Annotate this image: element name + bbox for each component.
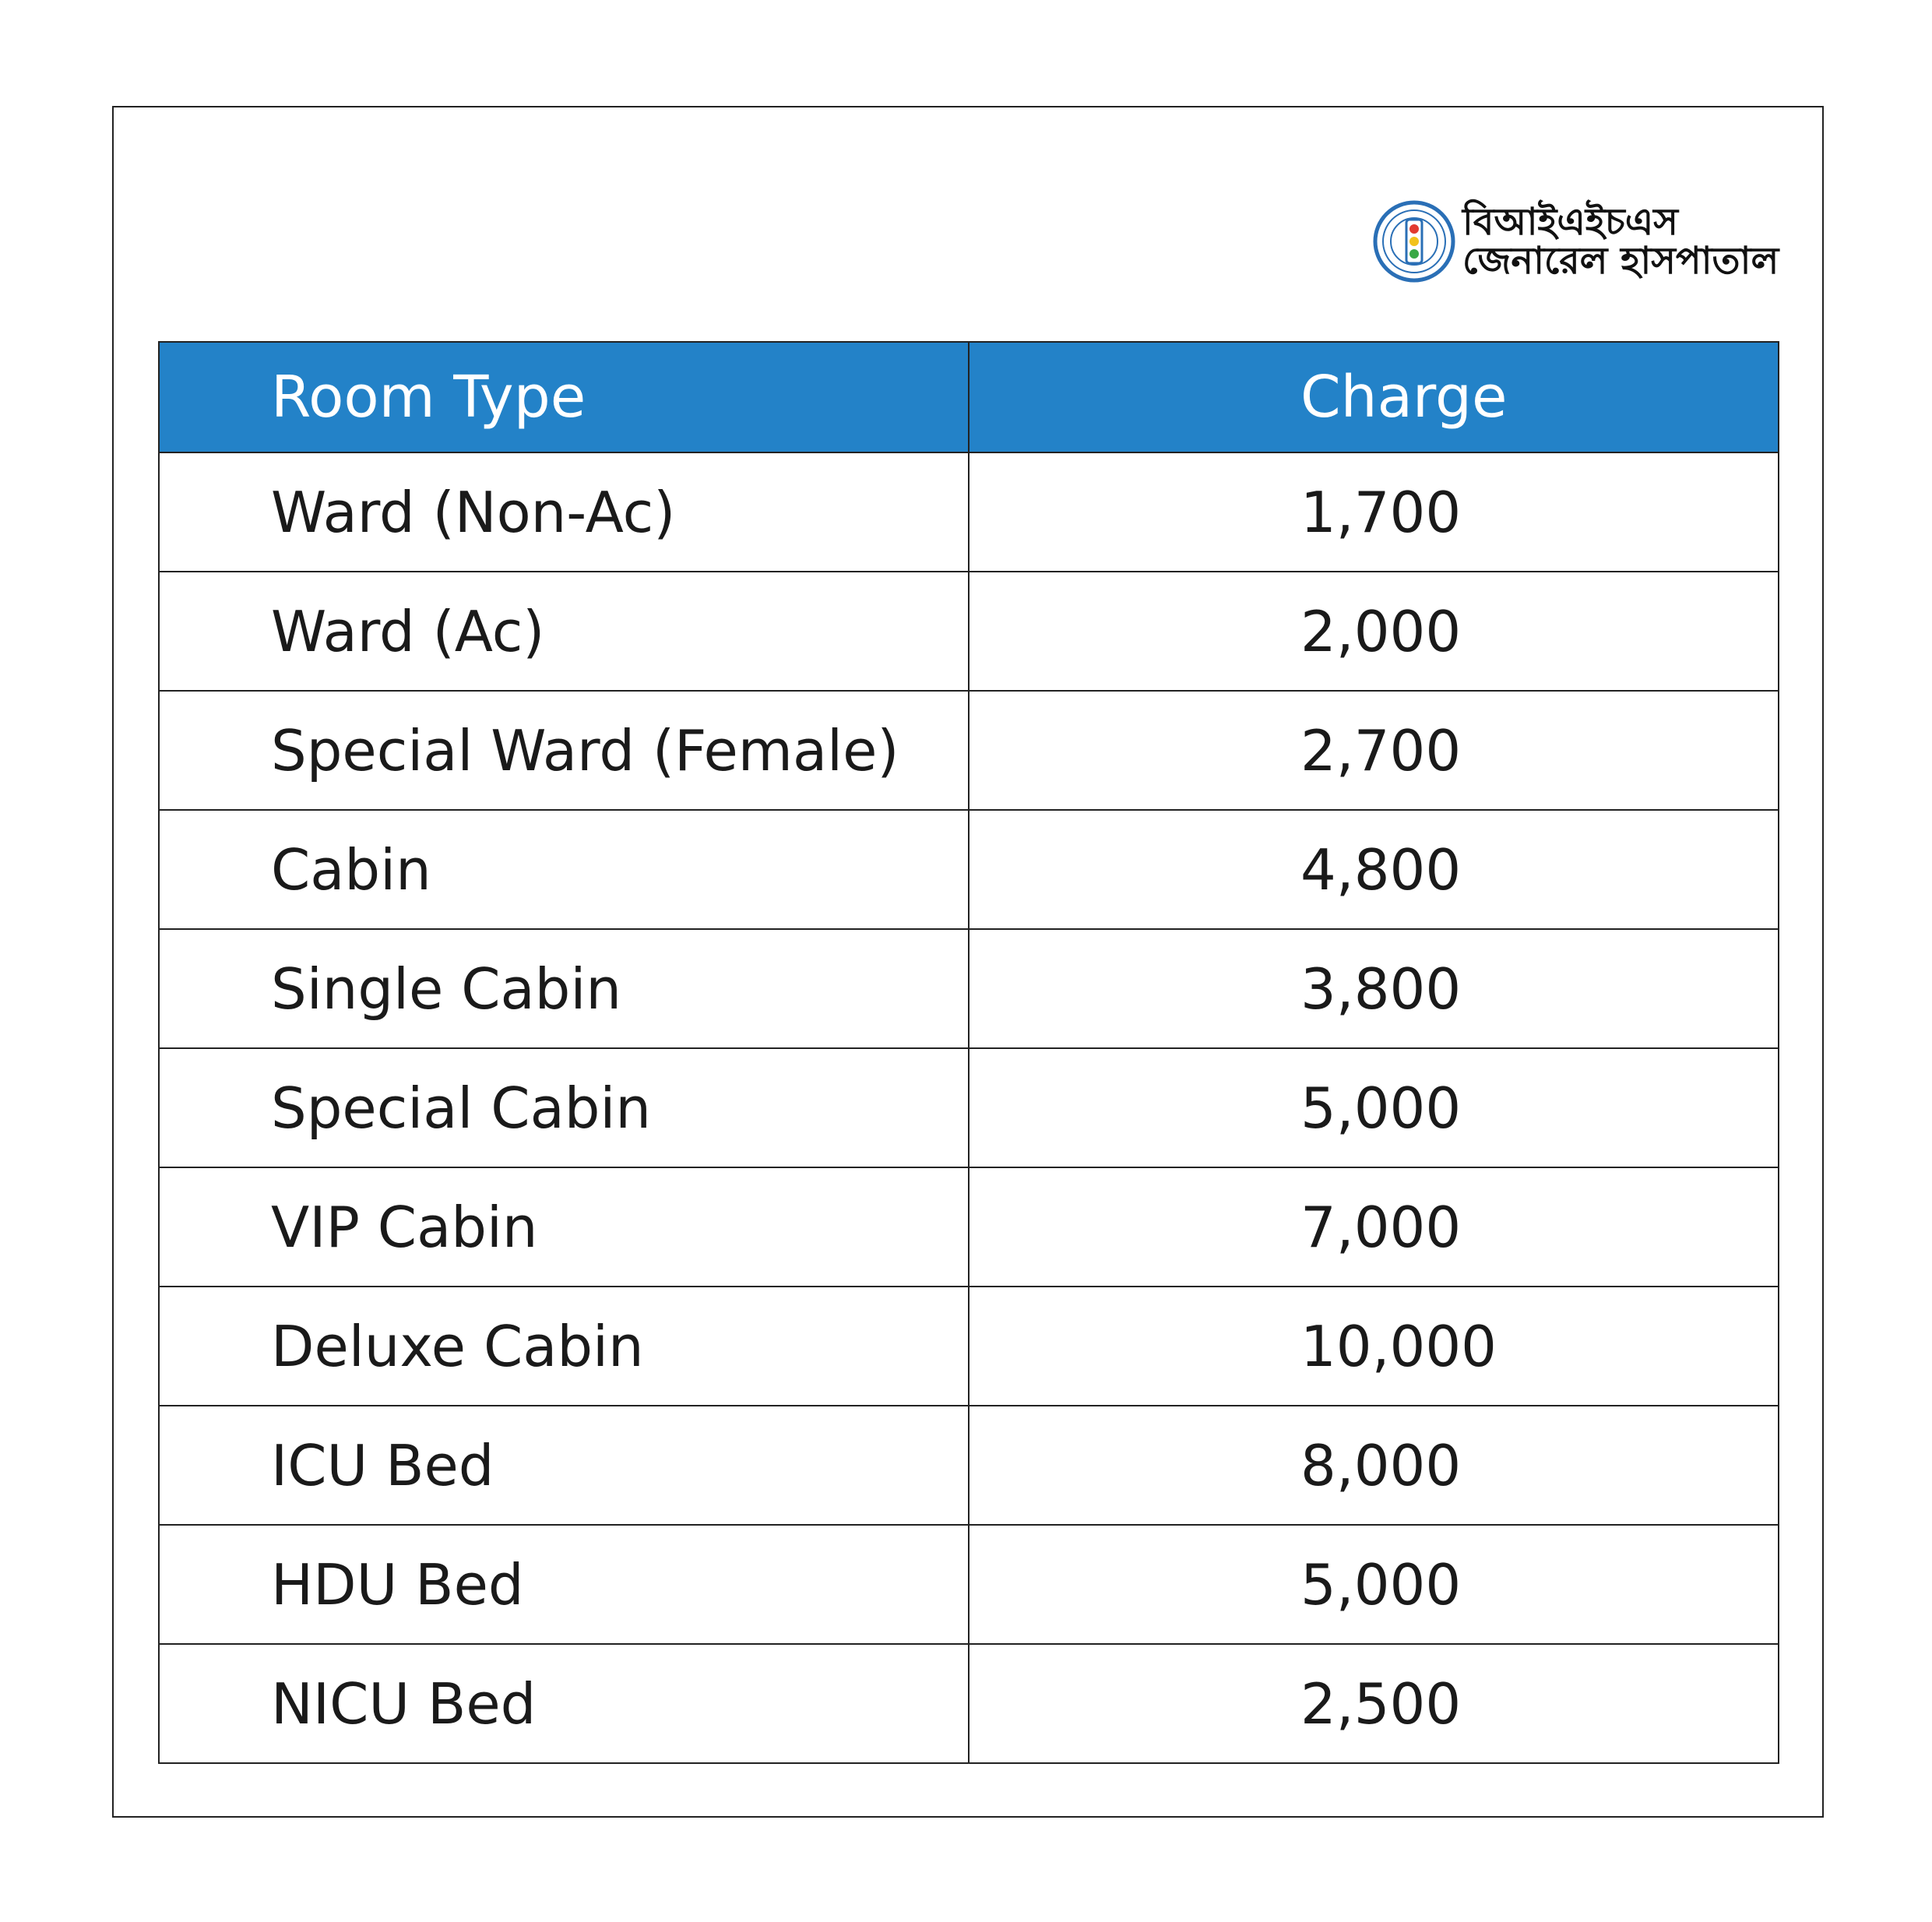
charge-cell: 2,700 [969, 691, 1779, 810]
charge-cell: 8,000 [969, 1406, 1779, 1525]
room-type-cell: Ward (Non-Ac) [159, 452, 969, 572]
room-type-cell: ICU Bed [159, 1406, 969, 1525]
table-header [159, 342, 1779, 452]
table-row [159, 1644, 1779, 1763]
charge-cell: 7,000 [969, 1167, 1779, 1287]
hospital-name-line1: বিআইএইচএস [1462, 199, 1679, 244]
room-type-cell: Deluxe Cabin [159, 1287, 969, 1406]
room-type-cell: Special Cabin [159, 1048, 969, 1167]
room-charges-table [158, 341, 1779, 1764]
table-row [159, 452, 1779, 572]
column-header-charge: Charge [969, 342, 1779, 452]
charge-cell: 2,500 [969, 1644, 1779, 1763]
table-row [159, 572, 1779, 691]
table-row [159, 1406, 1779, 1525]
room-type-cell: NICU Bed [159, 1644, 969, 1763]
hospital-logo [1372, 198, 1779, 285]
table-row [159, 1525, 1779, 1644]
room-charges-table-wrapper [158, 341, 1778, 1764]
room-type-cell: HDU Bed [159, 1525, 969, 1644]
table-header-row [159, 342, 1779, 452]
table-row [159, 1167, 1779, 1287]
charge-cell: 5,000 [969, 1048, 1779, 1167]
hospital-emblem-icon [1372, 199, 1456, 283]
table-row [159, 929, 1779, 1048]
charge-cell: 3,800 [969, 929, 1779, 1048]
table-row [159, 691, 1779, 810]
column-header-room-type: Room Type [159, 342, 969, 452]
table-row [159, 1287, 1779, 1406]
hospital-name-line2: জেনারেল হাসপাতাল [1462, 239, 1779, 283]
table-body [159, 452, 1779, 1763]
hospital-name [1462, 199, 1779, 283]
room-type-cell: Ward (Ac) [159, 572, 969, 691]
room-type-cell: VIP Cabin [159, 1167, 969, 1287]
room-type-cell: Special Ward (Female) [159, 691, 969, 810]
table-row [159, 810, 1779, 929]
charge-cell: 5,000 [969, 1525, 1779, 1644]
charge-cell: 2,000 [969, 572, 1779, 691]
charge-cell: 1,700 [969, 452, 1779, 572]
charge-cell: 10,000 [969, 1287, 1779, 1406]
room-type-cell: Cabin [159, 810, 969, 929]
room-type-cell: Single Cabin [159, 929, 969, 1048]
table-row [159, 1048, 1779, 1167]
charge-cell: 4,800 [969, 810, 1779, 929]
